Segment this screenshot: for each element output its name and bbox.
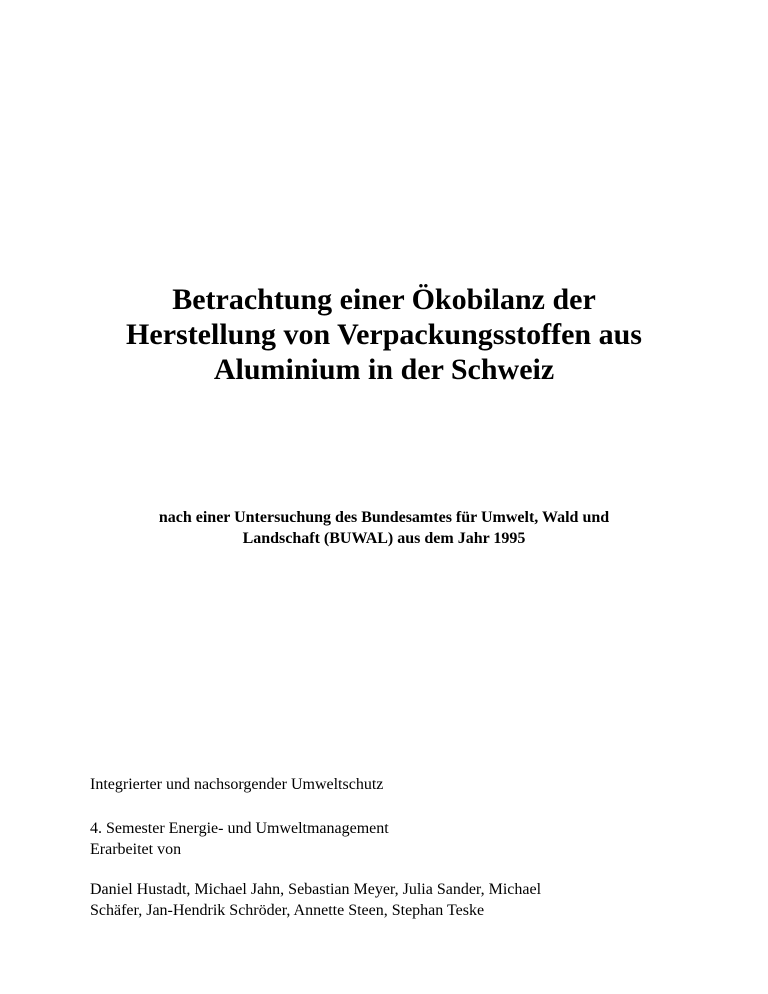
- authors-line-2: Schäfer, Jan-Hendrik Schröder, Annette Steen, Stephan Teske: [90, 902, 485, 919]
- course-line: Integrierter und nachsorgender Umweltschutz: [90, 776, 384, 793]
- document-subtitle: [84, 507, 684, 549]
- subtitle-line-1: nach einer Untersuchung des Bundesamtes für Umwelt, Wald und: [158, 509, 610, 526]
- authors-list: [90, 879, 710, 921]
- title-line-2: Herstellung von Verpackungsstoffen aus: [126, 318, 642, 351]
- title-line-1: Betrachtung einer Ökobilanz der: [172, 283, 596, 316]
- authors-line-1: Daniel Hustadt, Michael Jahn, Sebastian Meyer, Julia Sander, Michael: [90, 881, 542, 898]
- title-line-3: Aluminium in der Schweiz: [213, 353, 555, 386]
- semester-info: [90, 818, 710, 860]
- course-name: [90, 774, 710, 795]
- semester-line: 4. Semester Energie- und Umweltmanagement: [90, 820, 389, 837]
- prepared-by-line: Erarbeitet von: [90, 841, 182, 858]
- document-title: [84, 282, 684, 387]
- subtitle-line-2: Landschaft (BUWAL) aus dem Jahr 1995: [242, 530, 526, 547]
